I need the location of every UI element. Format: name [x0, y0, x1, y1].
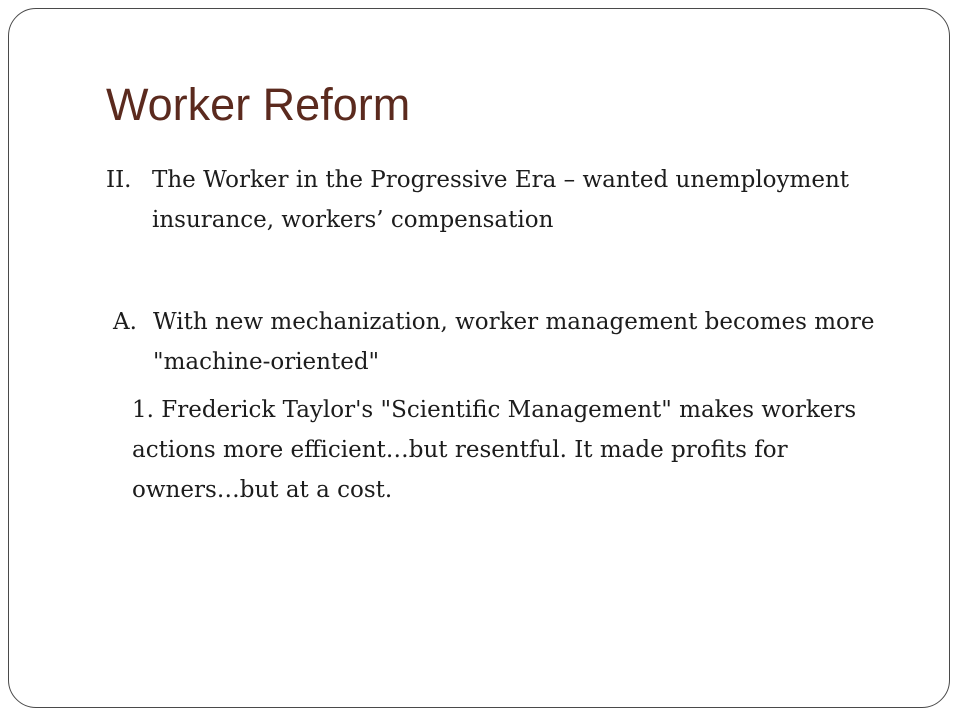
outline-text: With new mechanization, worker management becomes more "machine-oriented" — [153, 309, 875, 375]
slide-title: Worker Reform — [106, 79, 411, 130]
outline-point-a — [113, 302, 893, 382]
outline-text: The Worker in the Progressive Era – wanted unemployment insurance, workers’ compensation — [152, 167, 849, 233]
outline-marker: II. — [106, 167, 132, 193]
outline-point-ii — [106, 160, 886, 240]
outline-text: 1. Frederick Taylor's "Scientific Management" makes workers actions more efficient…but resentful. It made profits for owners…but at a cost. — [132, 397, 857, 503]
outline-point-1 — [132, 390, 902, 510]
outline-marker: A. — [113, 309, 137, 335]
